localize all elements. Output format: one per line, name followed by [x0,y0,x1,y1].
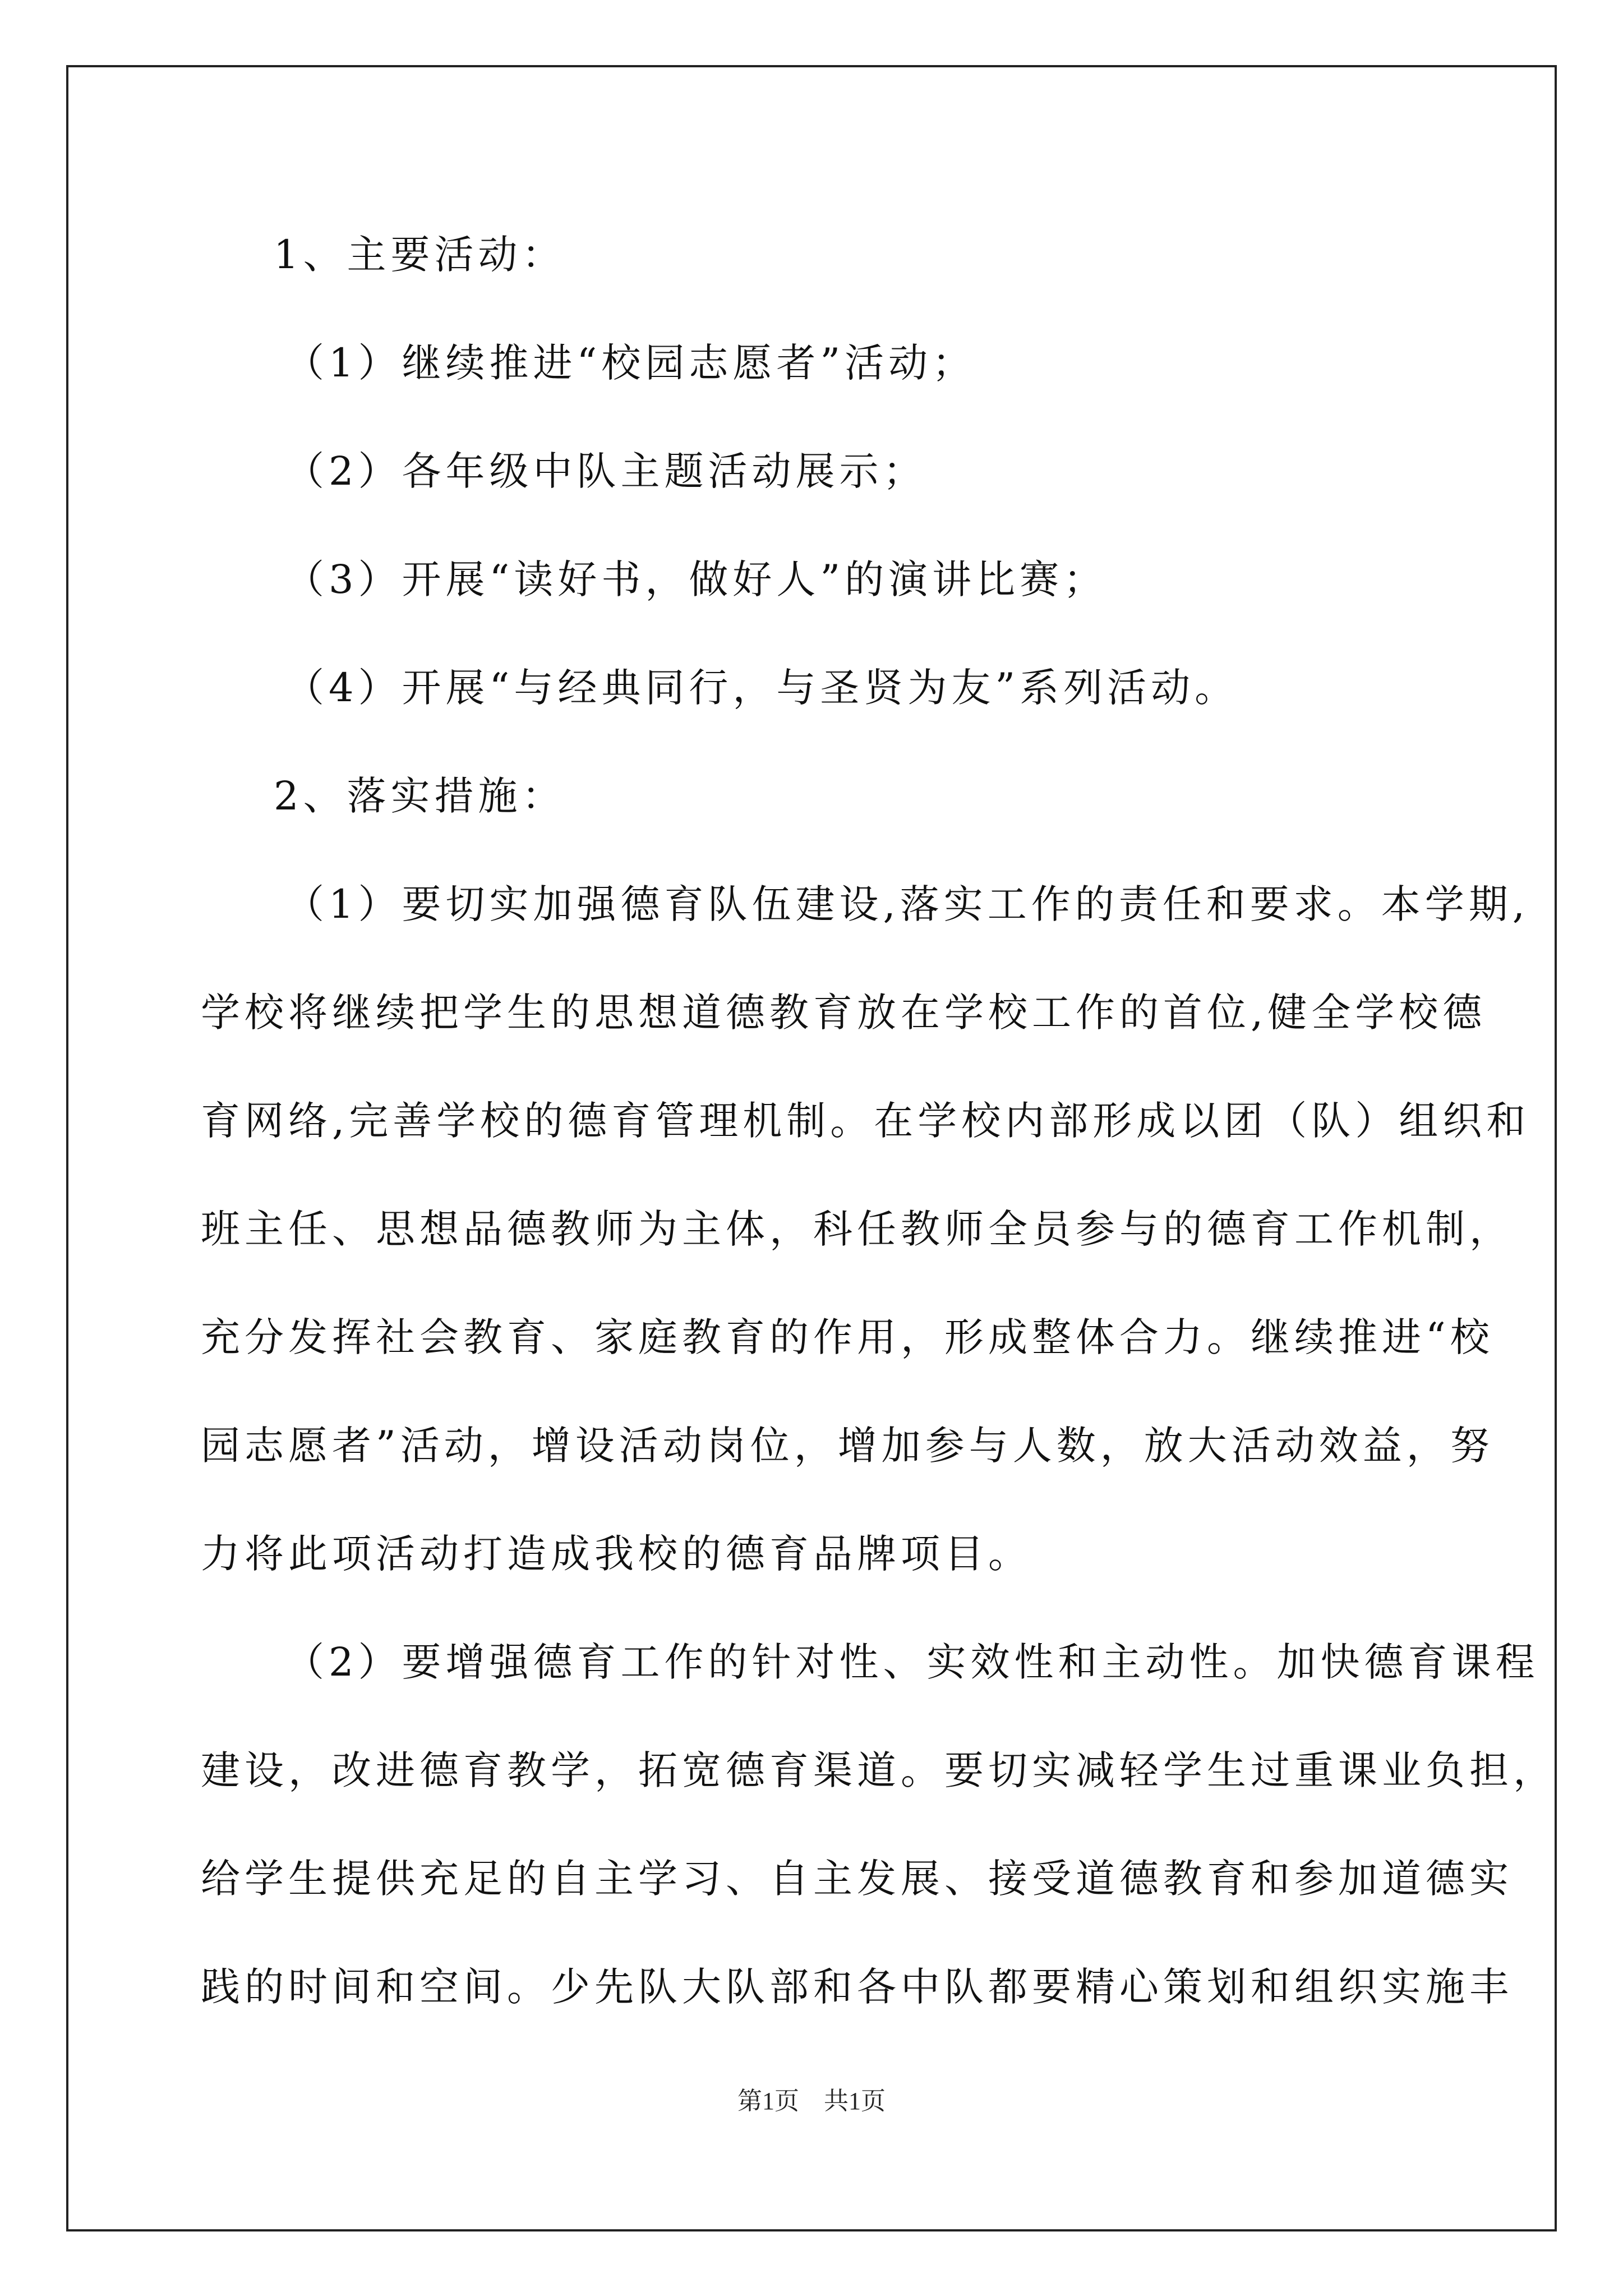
page-footer: 第1页 共1页 [737,2087,886,2115]
activity-item-1: （1）继续推进“校园志愿者”活动； [285,340,976,386]
activity-item-4: （4）开展“与经典同行，与圣贤为友”系列活动。 [285,665,1239,711]
paragraph-line: 建设，改进德育教学，拓宽德育渠道。要切实减轻学生过重课业负担， [201,1747,1557,1793]
paragraph-line: 充分发挥社会教育、家庭教育的作用，形成整体合力。继续推进“校 [201,1314,1494,1360]
paragraph-line: （1）要切实加强德育队伍建设,落实工作的责任和要求。本学期, [285,881,1530,927]
heading-main-activities: 1、主要活动： [274,232,566,278]
paragraph-line: 践的时间和空间。少先队大队部和各中队都要精心策划和组织实施丰 [201,1964,1513,2010]
activity-item-3: （3）开展“读好书，做好人”的演讲比赛； [285,556,1108,602]
page-border [66,65,1557,2231]
paragraph-line: 学校将继续把学生的思想道德教育放在学校工作的首位,健全学校德 [201,990,1487,1036]
paragraph-line: （2）要增强德育工作的针对性、实效性和主动性。加快德育课程 [285,1639,1539,1685]
paragraph-line: 园志愿者”活动，增设活动岗位，增加参与人数，放大活动效益，努 [201,1423,1494,1469]
paragraph-line: 给学生提供充足的自主学习、自主发展、接受道德教育和参加道德实 [201,1856,1513,1902]
activity-item-2: （2）各年级中队主题活动展示； [285,448,927,494]
paragraph-line: 班主任、思想品德教师为主体，科任教师全员参与的德育工作机制， [201,1206,1513,1252]
heading-measures: 2、落实措施： [274,773,566,819]
paragraph-line: 育网络,完善学校的德育管理机制。在学校内部形成以团（队）组织和 [201,1098,1530,1144]
paragraph-line: 力将此项活动打造成我校的德育品牌项目。 [201,1531,1032,1577]
